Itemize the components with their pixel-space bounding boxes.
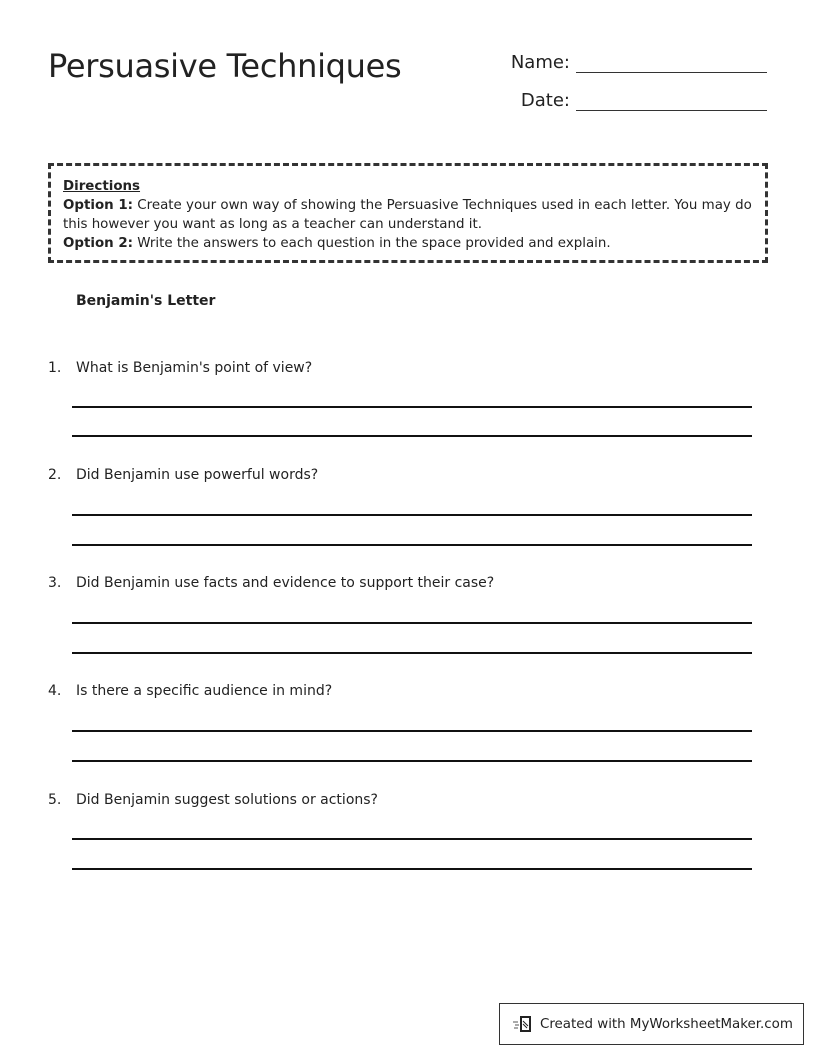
answer-line[interactable] [72, 730, 752, 732]
question-3 [48, 575, 752, 591]
question-text: Did Benjamin use powerful words? [76, 467, 319, 483]
name-label: Name: [510, 52, 570, 73]
question-number: 5. [48, 792, 62, 808]
answer-line[interactable] [72, 652, 752, 654]
question-number: 3. [48, 575, 62, 591]
question-number: 2. [48, 467, 62, 483]
question-number: 4. [48, 683, 62, 699]
footer-text: Created with MyWorksheetMaker.com [540, 1016, 793, 1032]
section-title: Benjamin's Letter [76, 293, 216, 309]
option-2-label: Option 2: [63, 236, 134, 251]
answer-line[interactable] [72, 514, 752, 516]
option-1-label: Option 1: [63, 198, 134, 213]
answer-line[interactable] [72, 406, 752, 408]
question-text: Is there a specific audience in mind? [76, 683, 333, 699]
name-input-line[interactable] [576, 52, 767, 73]
answer-line[interactable] [72, 760, 752, 762]
question-2 [48, 467, 752, 483]
option-1-text: Create your own way of showing the Persuasive Techniques used in each letter. You may do this however you want as long as a teacher can understand it. [63, 198, 752, 232]
answer-line[interactable] [72, 544, 752, 546]
date-input-line[interactable] [576, 90, 767, 111]
footer-badge[interactable] [499, 1003, 804, 1045]
directions-heading: Directions [63, 179, 141, 194]
date-label: Date: [520, 90, 570, 111]
question-5 [48, 792, 752, 808]
date-field [490, 90, 767, 111]
option-2 [63, 234, 753, 253]
name-field [490, 52, 767, 73]
worksheet-logo-icon [512, 1014, 534, 1034]
option-1 [63, 196, 753, 234]
answer-line[interactable] [72, 622, 752, 624]
answer-line[interactable] [72, 868, 752, 870]
question-4 [48, 683, 752, 699]
question-text: Did Benjamin use facts and evidence to support their case? [76, 575, 495, 591]
question-number: 1. [48, 360, 62, 376]
question-1 [48, 360, 752, 376]
directions-box [48, 163, 768, 263]
question-text: Did Benjamin suggest solutions or actions? [76, 792, 378, 808]
page-title: Persuasive Techniques [48, 47, 402, 85]
option-2-text: Write the answers to each question in the space provided and explain. [133, 236, 611, 251]
answer-line[interactable] [72, 838, 752, 840]
answer-line[interactable] [72, 435, 752, 437]
question-text: What is Benjamin's point of view? [76, 360, 313, 376]
